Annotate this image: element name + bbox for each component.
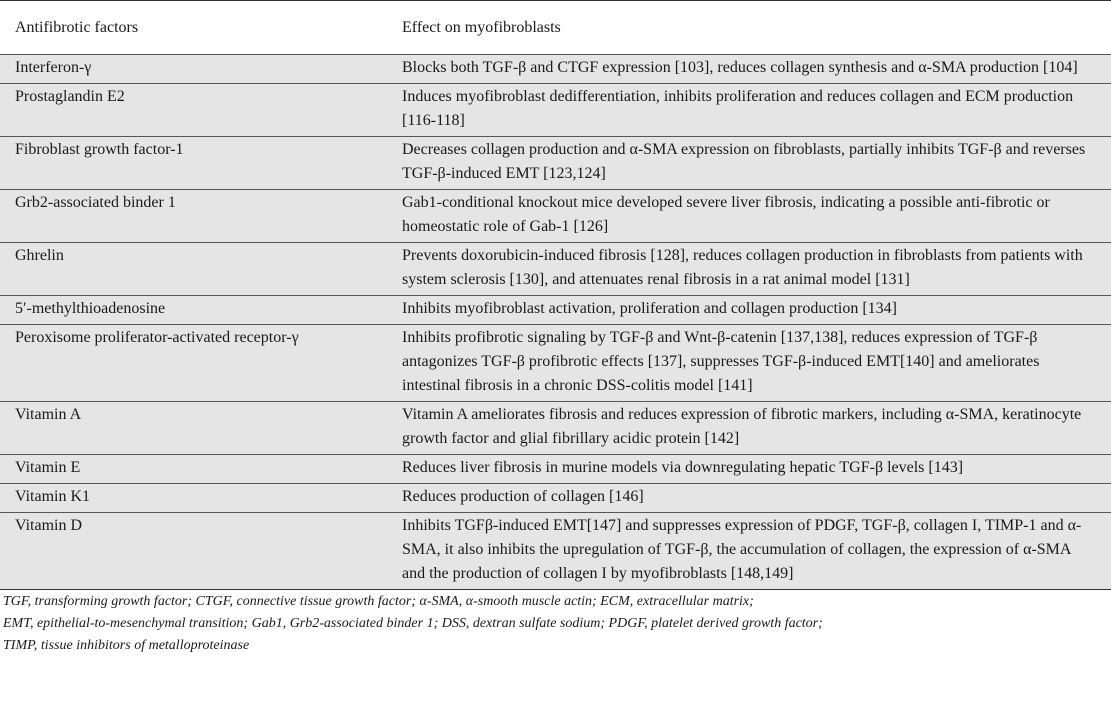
factor-cell: Vitamin A bbox=[0, 402, 387, 455]
factor-cell: Peroxisome proliferator-activated receptor-γ bbox=[0, 325, 387, 402]
table-row bbox=[0, 455, 1111, 484]
effect-cell: Reduces liver fibrosis in murine models via downregulating hepatic TGF-β levels [143] bbox=[387, 455, 1111, 484]
factor-cell: Vitamin E bbox=[0, 455, 387, 484]
table-footnote bbox=[0, 590, 1111, 657]
table-row bbox=[0, 513, 1111, 590]
effect-cell: Inhibits profibrotic signaling by TGF-β and Wnt-β-catenin [137,138], reduces expression of TGF-β antagonizes TGF-β profibrotic effects [137], suppresses TGF-β-induced EMT[140] and ameliorates intestinal fibrosis in a chronic DSS-colitis model [141] bbox=[387, 325, 1111, 402]
header-effect-on-myofibroblasts: Effect on myofibroblasts bbox=[387, 1, 1111, 55]
factor-cell: Ghrelin bbox=[0, 243, 387, 296]
footnote-line: TIMP, tissue inhibitors of metalloproteinase bbox=[3, 638, 250, 653]
effect-cell: Vitamin A ameliorates fibrosis and reduces expression of fibrotic markers, including α-SMA, keratinocyte growth factor and glial fibrillary acidic protein [142] bbox=[387, 402, 1111, 455]
effect-cell: Decreases collagen production and α-SMA expression on fibroblasts, partially inhibits TGF-β and reverses TGF-β-induced EMT [123,124] bbox=[387, 137, 1111, 190]
table-row bbox=[0, 243, 1111, 296]
footnote-line: TGF, transforming growth factor; CTGF, connective tissue growth factor; α-SMA, α-smooth muscle actin; ECM, extracellular matrix; bbox=[3, 594, 754, 609]
table-row bbox=[0, 190, 1111, 243]
table-row bbox=[0, 296, 1111, 325]
effect-cell: Prevents doxorubicin-induced fibrosis [128], reduces collagen production in fibroblasts from patients with system sclerosis [130], and attenuates renal fibrosis in a rat animal model [131] bbox=[387, 243, 1111, 296]
effect-cell: Reduces production of collagen [146] bbox=[387, 484, 1111, 513]
factor-cell: Vitamin K1 bbox=[0, 484, 387, 513]
factor-cell: Vitamin D bbox=[0, 513, 387, 590]
factor-cell: Grb2-associated binder 1 bbox=[0, 190, 387, 243]
effect-cell: Inhibits TGFβ-induced EMT[147] and suppresses expression of PDGF, TGF-β, collagen I, TIMP-1 and α-SMA, it also inhibits the upregulation of TGF-β, the accumulation of collagen, the expression of α-SMA and the production of collagen I by myofibroblasts [148,149] bbox=[387, 513, 1111, 590]
table-row bbox=[0, 84, 1111, 137]
table-row bbox=[0, 137, 1111, 190]
table-row bbox=[0, 402, 1111, 455]
effect-cell: Induces myofibroblast dedifferentiation, inhibits proliferation and reduces collagen and ECM production [116-118] bbox=[387, 84, 1111, 137]
header-antifibrotic-factors: Antifibrotic factors bbox=[0, 1, 387, 55]
table-row bbox=[0, 325, 1111, 402]
effect-cell: Gab1-conditional knockout mice developed severe liver fibrosis, indicating a possible anti-fibrotic or homeostatic role of Gab-1 [126] bbox=[387, 190, 1111, 243]
table-row bbox=[0, 484, 1111, 513]
factor-cell: Interferon-γ bbox=[0, 55, 387, 84]
footnote-line: EMT, epithelial-to-mesenchymal transition; Gab1, Grb2-associated binder 1; DSS, dextran sulfate sodium; PDGF, platelet derived growth factor; bbox=[3, 616, 823, 631]
factor-cell: Fibroblast growth factor-1 bbox=[0, 137, 387, 190]
table-row bbox=[0, 55, 1111, 84]
effect-cell: Inhibits myofibroblast activation, proliferation and collagen production [134] bbox=[387, 296, 1111, 325]
table-header-row bbox=[0, 1, 1111, 55]
factor-cell: 5′-methylthioadenosine bbox=[0, 296, 387, 325]
effect-cell: Blocks both TGF-β and CTGF expression [103], reduces collagen synthesis and α-SMA production [104] bbox=[387, 55, 1111, 84]
factor-cell: Prostaglandin E2 bbox=[0, 84, 387, 137]
